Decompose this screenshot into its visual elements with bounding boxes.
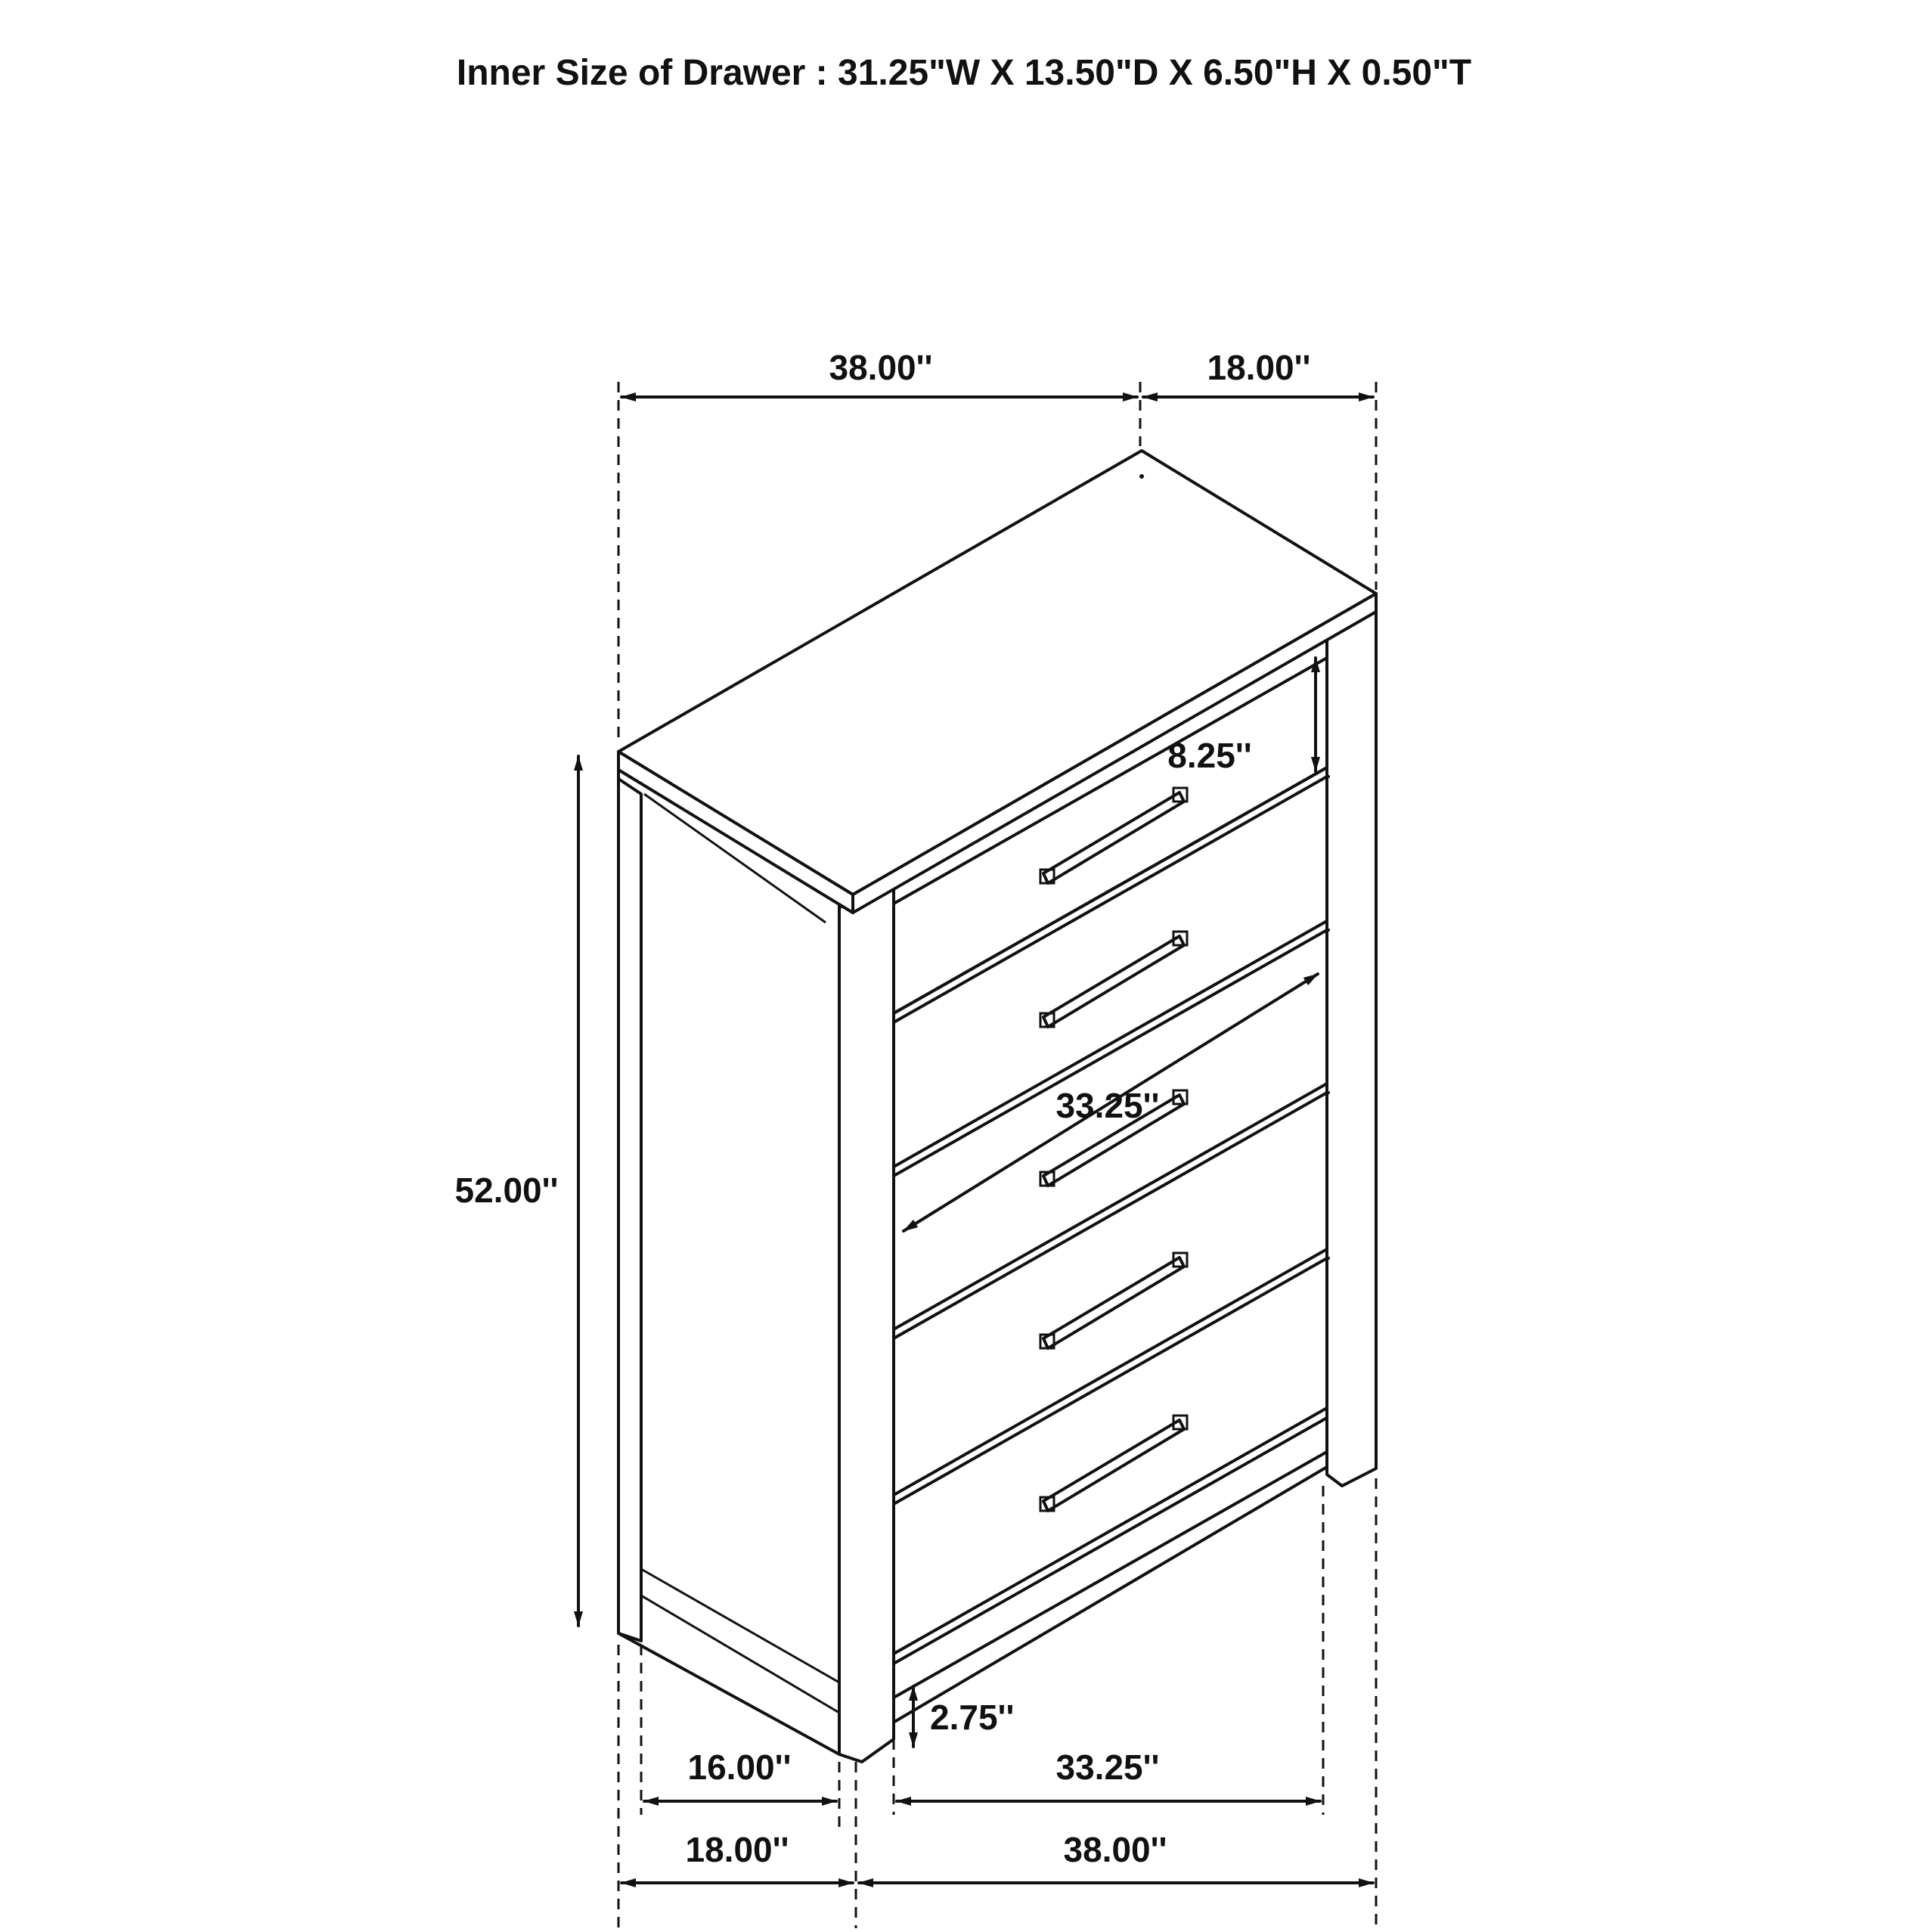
drawer-inner-size-title: Inner Size of Drawer : 31.25"W X 13.50"D X 6.50"H X 0.50"T [456,53,1472,93]
label-diagonal-width: 33.25'' [1055,1086,1160,1125]
label-overall-height: 52.00'' [454,1171,559,1210]
front-left-post [839,888,894,1762]
label-bottom-width: 38.00'' [1063,1830,1167,1869]
side-panel [618,770,839,1754]
label-drawer-height: 8.25'' [1167,736,1252,775]
label-base-gap: 2.75'' [930,1698,1015,1737]
chest-drawing [618,451,1376,1762]
label-inner-depth: 16.00'' [687,1747,792,1787]
label-top-depth: 18.00'' [1207,348,1311,387]
right-post [1327,611,1376,1486]
label-inner-width: 33.25'' [1055,1747,1160,1787]
top-corner-mark [1139,474,1144,479]
label-top-width: 38.00'' [829,348,933,387]
label-bottom-depth: 18.00'' [685,1830,789,1869]
rear-left-post [618,779,641,1641]
